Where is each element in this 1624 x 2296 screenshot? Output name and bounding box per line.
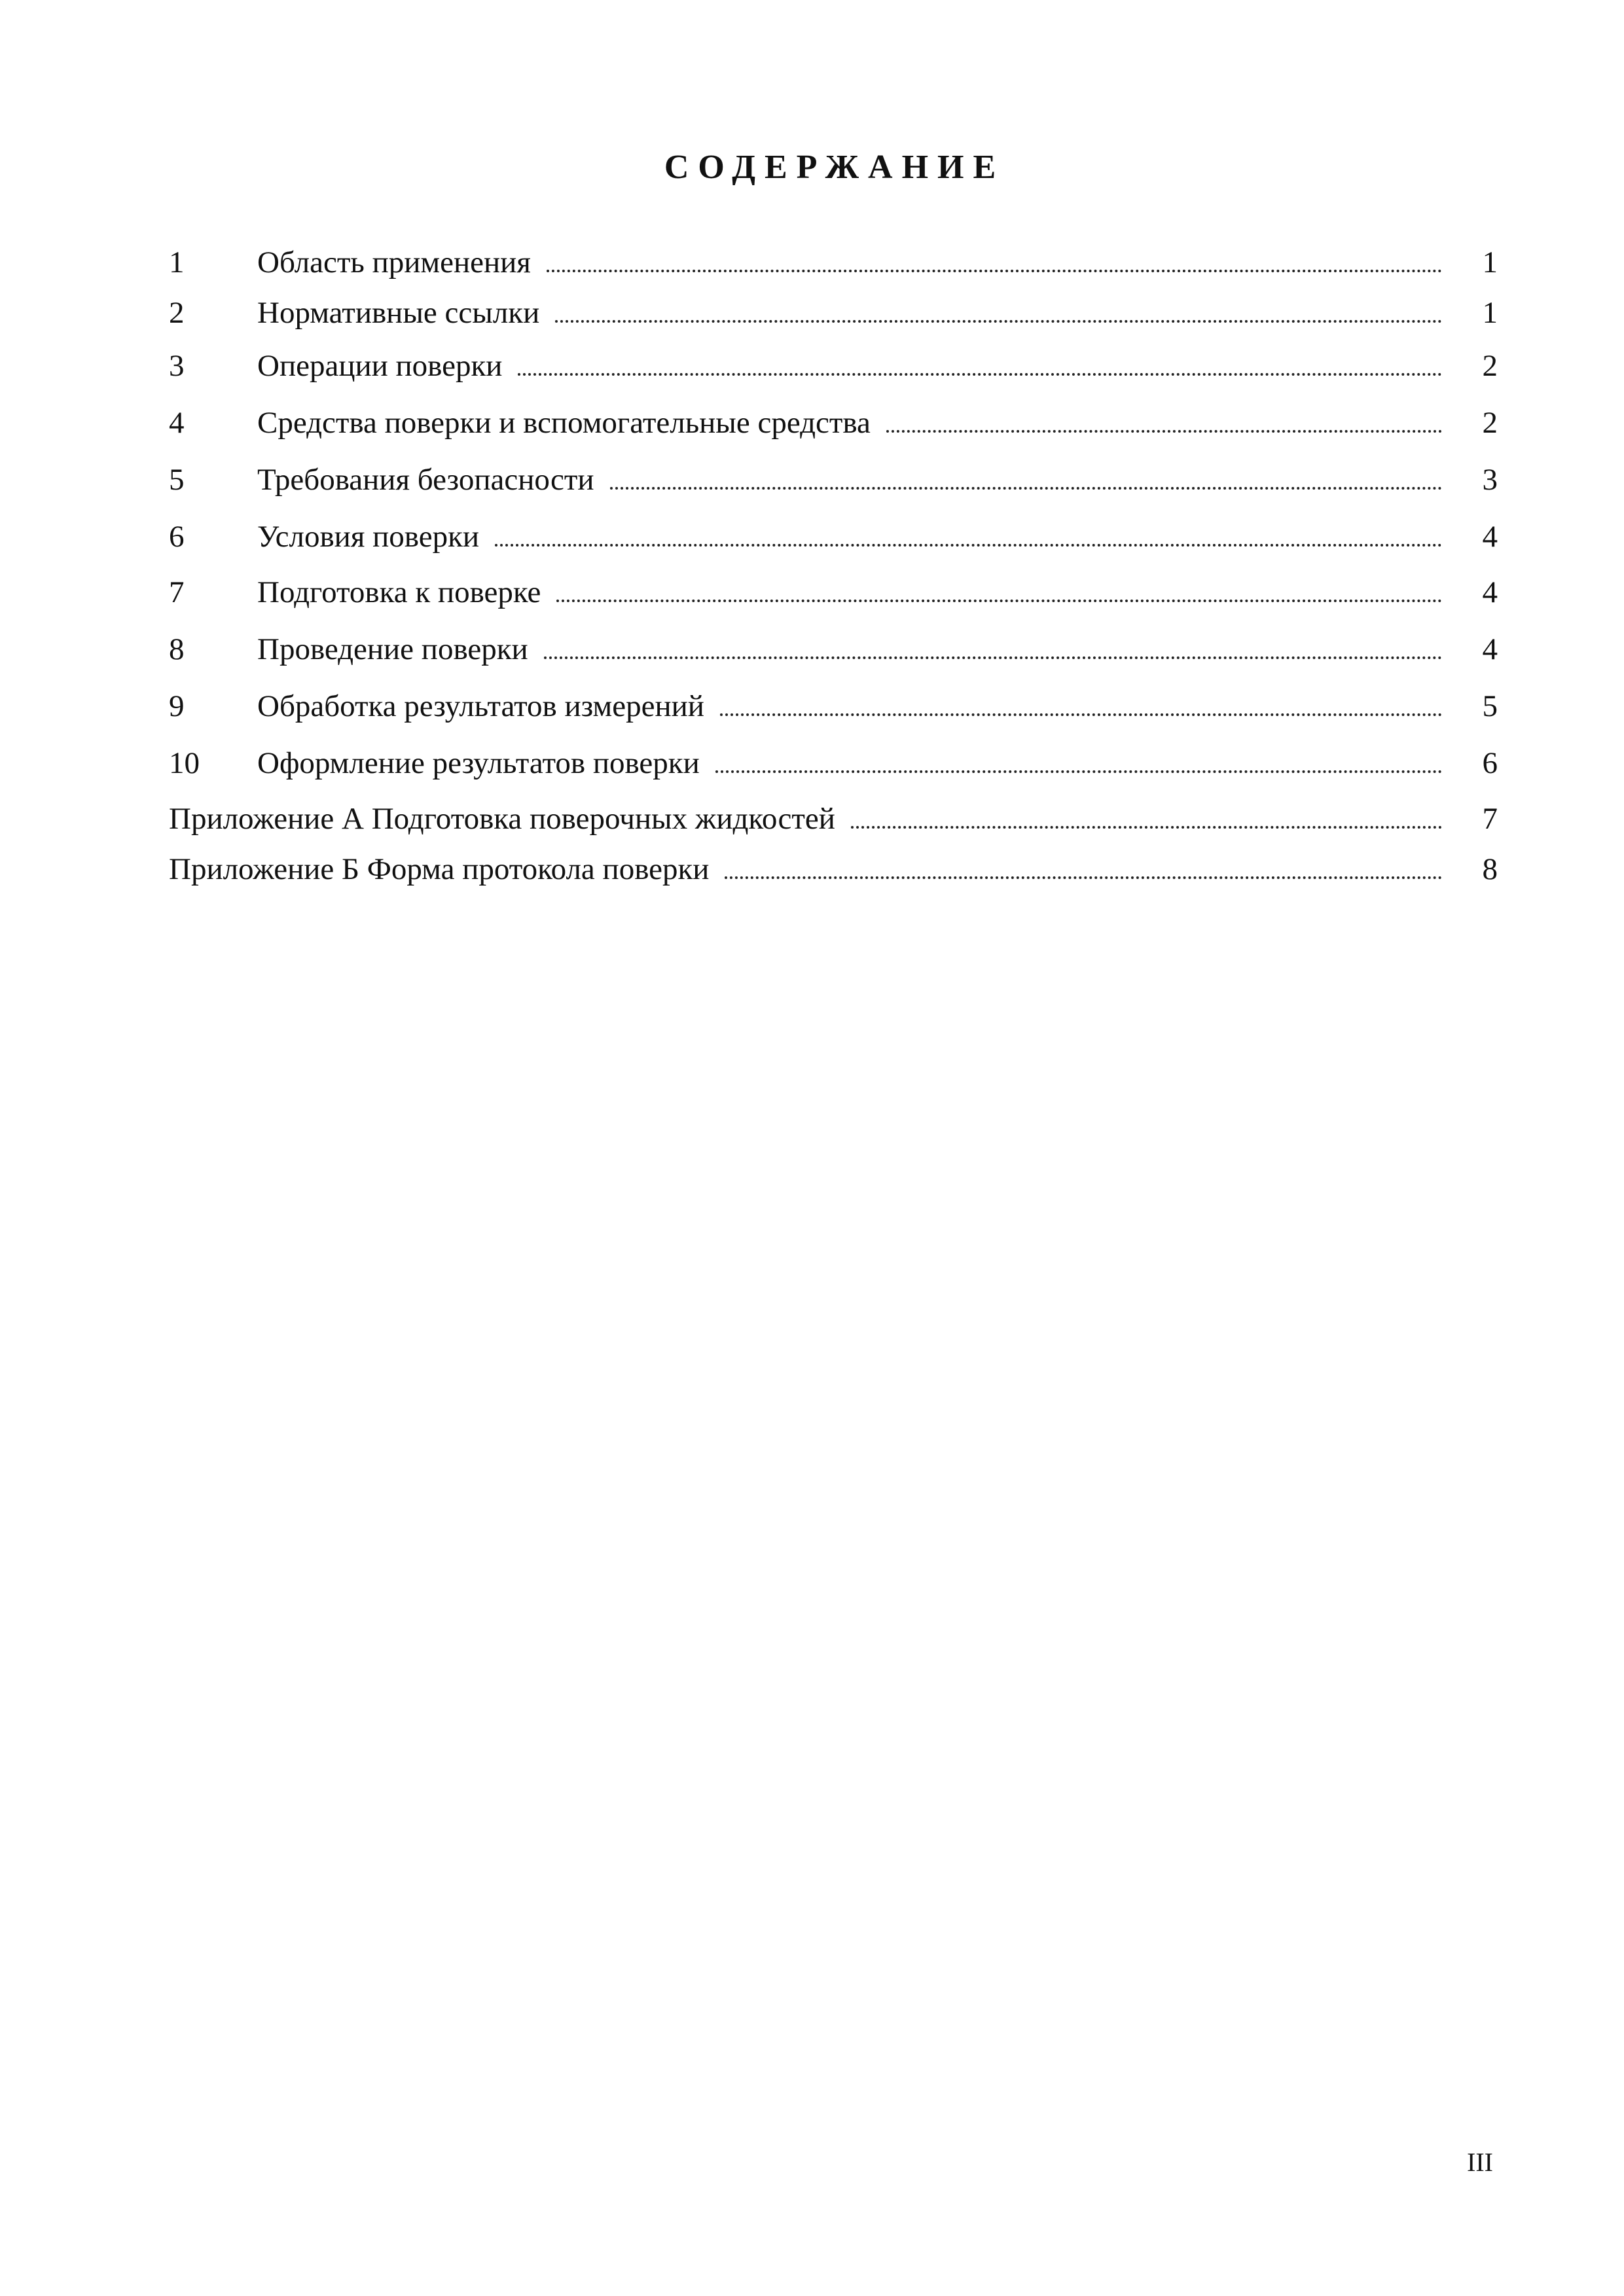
dot-leader bbox=[851, 826, 1442, 829]
dot-leader bbox=[555, 320, 1442, 323]
dot-leader bbox=[547, 270, 1442, 272]
toc-entry-page: 1 bbox=[1482, 296, 1498, 330]
dot-leader bbox=[725, 876, 1442, 879]
toc-entry-number: 4 bbox=[169, 406, 185, 440]
toc-appendix-a[interactable] bbox=[169, 804, 1498, 834]
dot-leader bbox=[610, 487, 1442, 490]
dot-leader bbox=[495, 544, 1442, 547]
toc-entry-number: 6 bbox=[169, 520, 185, 554]
toc-entry-9[interactable] bbox=[169, 691, 1498, 722]
toc-entry-8[interactable] bbox=[169, 634, 1498, 665]
dot-leader bbox=[544, 656, 1442, 659]
toc-entry-page: 4 bbox=[1482, 632, 1498, 666]
toc-entry-number: 3 bbox=[169, 349, 185, 383]
toc-entry-title: Нормативные ссылки bbox=[257, 296, 540, 330]
toc-entry-3[interactable] bbox=[169, 351, 1498, 382]
toc-entry-page: 4 bbox=[1482, 575, 1498, 609]
toc-entry-page: 6 bbox=[1482, 746, 1498, 780]
toc-appendix-b[interactable] bbox=[169, 854, 1498, 885]
toc-entry-number: 9 bbox=[169, 689, 185, 723]
toc-entry-page: 2 bbox=[1482, 406, 1498, 440]
toc-entry-title: Условия поверки bbox=[257, 520, 480, 554]
toc-entry-title: Оформление результатов поверки bbox=[257, 746, 700, 780]
dot-leader bbox=[518, 373, 1442, 376]
table-of-contents bbox=[169, 245, 1498, 886]
dot-leader bbox=[715, 770, 1442, 773]
toc-entry-title: Проведение поверки bbox=[257, 632, 528, 666]
toc-entry-title: Требования безопасности bbox=[257, 463, 594, 497]
toc-entry-1[interactable] bbox=[169, 247, 1498, 278]
toc-entry-page: 2 bbox=[1482, 349, 1498, 383]
toc-entry-title: Операции поверки bbox=[257, 349, 503, 383]
toc-entry-title: Обработка результатов измерений bbox=[257, 689, 704, 723]
toc-entry-10[interactable] bbox=[169, 748, 1498, 779]
page-number: III bbox=[1467, 2147, 1493, 2177]
toc-appendix-page: 7 bbox=[1482, 802, 1498, 836]
toc-entry-6[interactable] bbox=[169, 522, 1498, 552]
toc-entry-title: Подготовка к поверке bbox=[257, 575, 541, 609]
toc-entry-page: 3 bbox=[1482, 463, 1498, 497]
toc-entry-number: 10 bbox=[169, 746, 200, 780]
toc-entry-number: 2 bbox=[169, 296, 185, 330]
toc-entry-2[interactable] bbox=[169, 298, 1498, 329]
toc-appendix-title: Приложение Б Форма протокола поверки bbox=[169, 852, 710, 886]
dot-leader bbox=[556, 600, 1442, 602]
toc-entry-number: 8 bbox=[169, 632, 185, 666]
toc-entry-4[interactable] bbox=[169, 408, 1498, 439]
toc-entry-5[interactable] bbox=[169, 465, 1498, 495]
toc-entry-page: 5 bbox=[1482, 689, 1498, 723]
toc-appendix-page: 8 bbox=[1482, 852, 1498, 886]
toc-entry-number: 7 bbox=[169, 575, 185, 609]
toc-entry-title: Средства поверки и вспомогательные средства bbox=[257, 406, 871, 440]
toc-appendix-title: Приложение А Подготовка поверочных жидкостей bbox=[169, 802, 835, 836]
toc-entry-page: 4 bbox=[1482, 520, 1498, 554]
toc-entry-number: 5 bbox=[169, 463, 185, 497]
toc-entry-title: Область применения bbox=[257, 245, 531, 279]
page-title: СОДЕРЖАНИЕ bbox=[664, 149, 1005, 186]
dot-leader bbox=[720, 713, 1442, 716]
toc-entry-page: 1 bbox=[1482, 245, 1498, 279]
dot-leader bbox=[886, 430, 1442, 433]
toc-entry-number: 1 bbox=[169, 245, 185, 279]
toc-entry-7[interactable] bbox=[169, 577, 1498, 608]
